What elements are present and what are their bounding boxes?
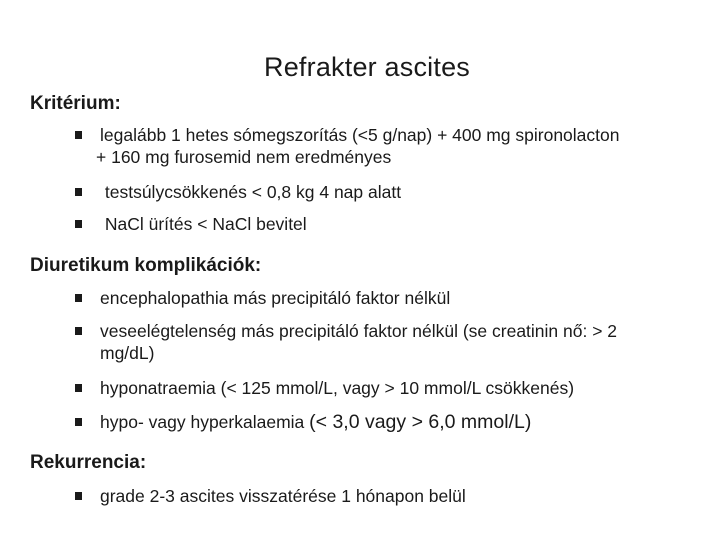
section-heading-kriterium: Kritérium: (30, 93, 121, 114)
list-item (75, 485, 466, 507)
list-item (75, 124, 620, 168)
list-item-text: hypo- vagy hyperkalaemia (100, 412, 310, 432)
square-bullet-icon (75, 181, 82, 203)
square-bullet-icon (75, 320, 82, 342)
list-item-text: legalább 1 hetes sómegszorítás (<5 g/nap) + 400 mg spironolacton (100, 125, 620, 145)
section-heading-rekurrencia: Rekurrencia: (30, 452, 147, 473)
square-bullet-icon (75, 287, 82, 309)
list-item-text: encephalopathia más precipitáló faktor nélkül (100, 288, 451, 308)
square-bullet-icon (75, 485, 82, 507)
list-item (75, 320, 617, 364)
list-item-text-continuation: + 160 mg furosemid nem eredményes (96, 147, 392, 167)
list-item (75, 181, 401, 203)
list-item-text: hyponatraemia (< 125 mmol/L, vagy > 10 mmol/L csökkenés) (100, 378, 575, 398)
square-bullet-icon (75, 411, 82, 433)
list-item (75, 213, 307, 235)
list-item (75, 411, 531, 433)
section-heading-diuretikum: Diuretikum komplikációk: (30, 255, 262, 276)
list-item-text: NaCl ürítés < NaCl bevitel (100, 214, 307, 234)
list-item-text-range: (< 3,0 vagy > 6,0 mmol/L) (309, 411, 532, 433)
list-item-text: grade 2-3 ascites visszatérése 1 hónapon belül (100, 486, 466, 506)
slide-title: Refrakter ascites (264, 52, 470, 82)
square-bullet-icon (75, 124, 82, 146)
square-bullet-icon (75, 213, 82, 235)
square-bullet-icon (75, 377, 82, 399)
list-item-text: veseelégtelenség más precipitáló faktor nélkül (se creatinin nő: > 2 (100, 321, 618, 341)
list-item (75, 377, 574, 399)
list-item-text: testsúlycsökkenés < 0,8 kg 4 nap alatt (100, 182, 402, 202)
list-item-text-continuation: mg/dL) (100, 343, 155, 363)
list-item (75, 287, 450, 309)
